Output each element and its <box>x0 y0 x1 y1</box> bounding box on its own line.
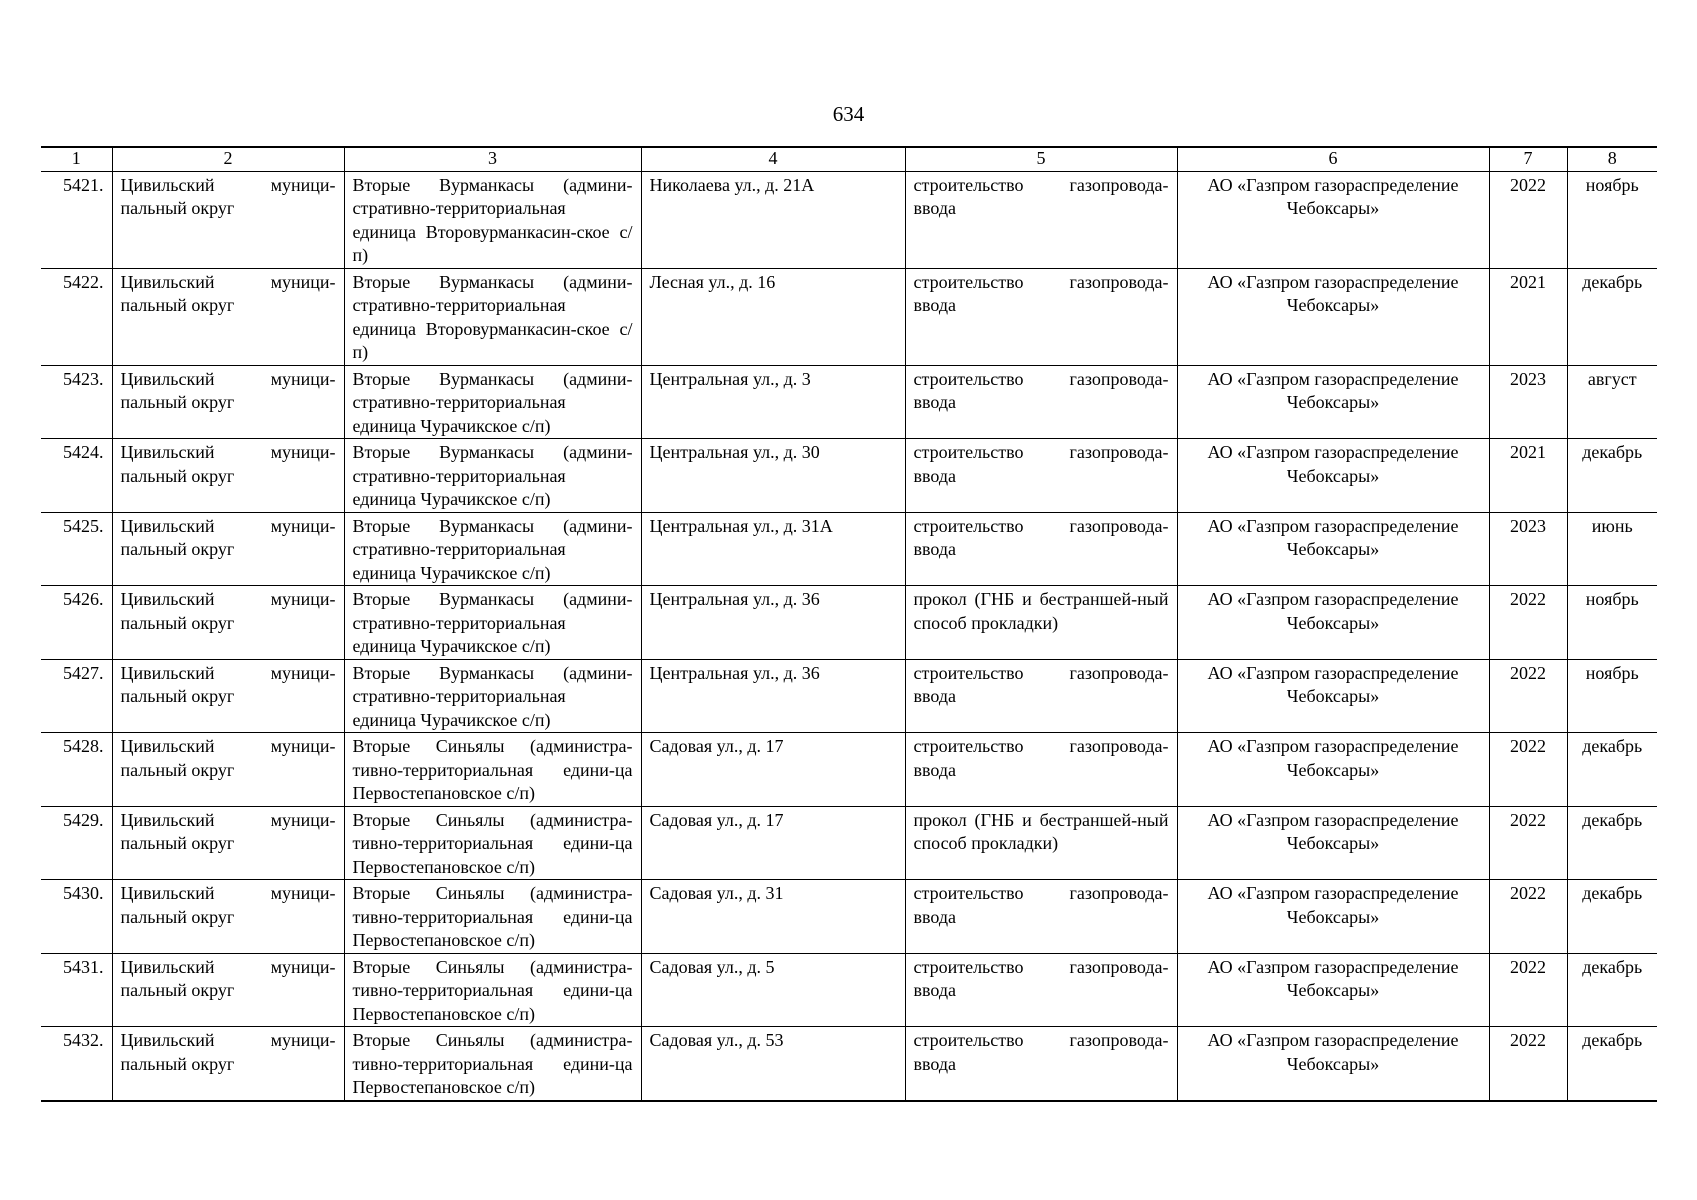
header-row <box>41 147 1657 171</box>
organization-cell: АО «Газпром газораспределение Чебоксары» <box>1177 880 1489 954</box>
year-cell: 2022 <box>1489 1027 1567 1101</box>
organization-cell: АО «Газпром газораспределение Чебоксары» <box>1177 268 1489 365</box>
address-cell: Центральная ул., д. 30 <box>641 439 905 513</box>
district-cell: Цивильский муници-пальный округ <box>112 953 344 1027</box>
work-type-cell: строительство газопровода-ввода <box>905 659 1177 733</box>
month-cell: ноябрь <box>1567 586 1657 660</box>
district-cell: Цивильский муници-пальный округ <box>112 880 344 954</box>
year-cell: 2021 <box>1489 439 1567 513</box>
settlement-cell: Вторые Синьялы (администра-тивно-территориальная едини-ца Первостепановское с/п) <box>344 806 641 880</box>
year-cell: 2022 <box>1489 953 1567 1027</box>
settlement-cell: Вторые Синьялы (администра-тивно-территориальная едини-ца Первостепановское с/п) <box>344 953 641 1027</box>
column-header: 5 <box>905 147 1177 171</box>
work-type-cell: прокол (ГНБ и бестраншей-ный способ прокладки) <box>905 806 1177 880</box>
address-cell: Садовая ул., д. 53 <box>641 1027 905 1101</box>
column-header: 1 <box>41 147 112 171</box>
table-row <box>41 365 1657 439</box>
row-number: 5428. <box>41 733 112 807</box>
year-cell: 2022 <box>1489 586 1567 660</box>
row-number: 5424. <box>41 439 112 513</box>
organization-cell: АО «Газпром газораспределение Чебоксары» <box>1177 806 1489 880</box>
column-header: 7 <box>1489 147 1567 171</box>
month-cell: декабрь <box>1567 806 1657 880</box>
column-header: 2 <box>112 147 344 171</box>
month-cell: декабрь <box>1567 1027 1657 1101</box>
district-cell: Цивильский муници-пальный округ <box>112 733 344 807</box>
row-number: 5427. <box>41 659 112 733</box>
work-type-cell: строительство газопровода-ввода <box>905 365 1177 439</box>
table-row <box>41 1027 1657 1101</box>
page-number: 634 <box>832 102 865 126</box>
work-type-cell: строительство газопровода-ввода <box>905 512 1177 586</box>
address-cell: Садовая ул., д. 17 <box>641 733 905 807</box>
month-cell: декабрь <box>1567 733 1657 807</box>
work-type-cell: строительство газопровода-ввода <box>905 439 1177 513</box>
organization-cell: АО «Газпром газораспределение Чебоксары» <box>1177 512 1489 586</box>
organization-cell: АО «Газпром газораспределение Чебоксары» <box>1177 733 1489 807</box>
work-type-cell: строительство газопровода-ввода <box>905 171 1177 268</box>
settlement-cell: Вторые Вурманкасы (админи-стративно-территориальная единица Второвурманкасин-ское с/п) <box>344 268 641 365</box>
address-cell: Лесная ул., д. 16 <box>641 268 905 365</box>
column-header: 8 <box>1567 147 1657 171</box>
column-header: 6 <box>1177 147 1489 171</box>
registry-table <box>41 146 1657 1102</box>
settlement-cell: Вторые Синьялы (администра-тивно-территориальная едини-ца Первостепановское с/п) <box>344 880 641 954</box>
row-number: 5421. <box>41 171 112 268</box>
table-row <box>41 171 1657 268</box>
work-type-cell: строительство газопровода-ввода <box>905 953 1177 1027</box>
district-cell: Цивильский муници-пальный округ <box>112 365 344 439</box>
organization-cell: АО «Газпром газораспределение Чебоксары» <box>1177 659 1489 733</box>
row-number: 5431. <box>41 953 112 1027</box>
table-row <box>41 512 1657 586</box>
month-cell: декабрь <box>1567 953 1657 1027</box>
organization-cell: АО «Газпром газораспределение Чебоксары» <box>1177 1027 1489 1101</box>
address-cell: Центральная ул., д. 36 <box>641 586 905 660</box>
year-cell: 2022 <box>1489 659 1567 733</box>
district-cell: Цивильский муници-пальный округ <box>112 659 344 733</box>
month-cell: июнь <box>1567 512 1657 586</box>
row-number: 5430. <box>41 880 112 954</box>
year-cell: 2023 <box>1489 512 1567 586</box>
month-cell: август <box>1567 365 1657 439</box>
year-cell: 2022 <box>1489 733 1567 807</box>
work-type-cell: прокол (ГНБ и бестраншей-ный способ прокладки) <box>905 586 1177 660</box>
row-number: 5429. <box>41 806 112 880</box>
table-row <box>41 268 1657 365</box>
table-row <box>41 953 1657 1027</box>
settlement-cell: Вторые Синьялы (администра-тивно-территориальная едини-ца Первостепановское с/п) <box>344 1027 641 1101</box>
work-type-cell: строительство газопровода-ввода <box>905 268 1177 365</box>
address-cell: Центральная ул., д. 3 <box>641 365 905 439</box>
row-number: 5426. <box>41 586 112 660</box>
row-number: 5422. <box>41 268 112 365</box>
year-cell: 2021 <box>1489 268 1567 365</box>
settlement-cell: Вторые Вурманкасы (админи-стративно-территориальная единица Чурачикское с/п) <box>344 439 641 513</box>
district-cell: Цивильский муници-пальный округ <box>112 1027 344 1101</box>
table-row <box>41 586 1657 660</box>
month-cell: ноябрь <box>1567 171 1657 268</box>
settlement-cell: Вторые Вурманкасы (админи-стративно-территориальная единица Чурачикское с/п) <box>344 586 641 660</box>
organization-cell: АО «Газпром газораспределение Чебоксары» <box>1177 439 1489 513</box>
settlement-cell: Вторые Синьялы (администра-тивно-территориальная едини-ца Первостепановское с/п) <box>344 733 641 807</box>
table-row <box>41 806 1657 880</box>
month-cell: ноябрь <box>1567 659 1657 733</box>
settlement-cell: Вторые Вурманкасы (админи-стративно-территориальная единица Второвурманкасин-ское с/п) <box>344 171 641 268</box>
address-cell: Садовая ул., д. 5 <box>641 953 905 1027</box>
address-cell: Садовая ул., д. 31 <box>641 880 905 954</box>
settlement-cell: Вторые Вурманкасы (админи-стративно-территориальная единица Чурачикское с/п) <box>344 659 641 733</box>
work-type-cell: строительство газопровода-ввода <box>905 1027 1177 1101</box>
district-cell: Цивильский муници-пальный округ <box>112 512 344 586</box>
address-cell: Центральная ул., д. 36 <box>641 659 905 733</box>
work-type-cell: строительство газопровода-ввода <box>905 880 1177 954</box>
row-number: 5423. <box>41 365 112 439</box>
organization-cell: АО «Газпром газораспределение Чебоксары» <box>1177 365 1489 439</box>
district-cell: Цивильский муници-пальный округ <box>112 439 344 513</box>
address-cell: Садовая ул., д. 17 <box>641 806 905 880</box>
organization-cell: АО «Газпром газораспределение Чебоксары» <box>1177 171 1489 268</box>
settlement-cell: Вторые Вурманкасы (админи-стративно-территориальная единица Чурачикское с/п) <box>344 365 641 439</box>
month-cell: декабрь <box>1567 439 1657 513</box>
table-row <box>41 733 1657 807</box>
district-cell: Цивильский муници-пальный округ <box>112 806 344 880</box>
address-cell: Центральная ул., д. 31А <box>641 512 905 586</box>
district-cell: Цивильский муници-пальный округ <box>112 586 344 660</box>
district-cell: Цивильский муници-пальный округ <box>112 268 344 365</box>
year-cell: 2023 <box>1489 365 1567 439</box>
work-type-cell: строительство газопровода-ввода <box>905 733 1177 807</box>
row-number: 5425. <box>41 512 112 586</box>
year-cell: 2022 <box>1489 171 1567 268</box>
row-number: 5432. <box>41 1027 112 1101</box>
column-header: 4 <box>641 147 905 171</box>
settlement-cell: Вторые Вурманкасы (админи-стративно-территориальная единица Чурачикское с/п) <box>344 512 641 586</box>
table-row <box>41 439 1657 513</box>
month-cell: декабрь <box>1567 268 1657 365</box>
table-row <box>41 880 1657 954</box>
month-cell: декабрь <box>1567 880 1657 954</box>
year-cell: 2022 <box>1489 806 1567 880</box>
address-cell: Николаева ул., д. 21А <box>641 171 905 268</box>
year-cell: 2022 <box>1489 880 1567 954</box>
organization-cell: АО «Газпром газораспределение Чебоксары» <box>1177 586 1489 660</box>
organization-cell: АО «Газпром газораспределение Чебоксары» <box>1177 953 1489 1027</box>
column-header: 3 <box>344 147 641 171</box>
table-row <box>41 659 1657 733</box>
district-cell: Цивильский муници-пальный округ <box>112 171 344 268</box>
